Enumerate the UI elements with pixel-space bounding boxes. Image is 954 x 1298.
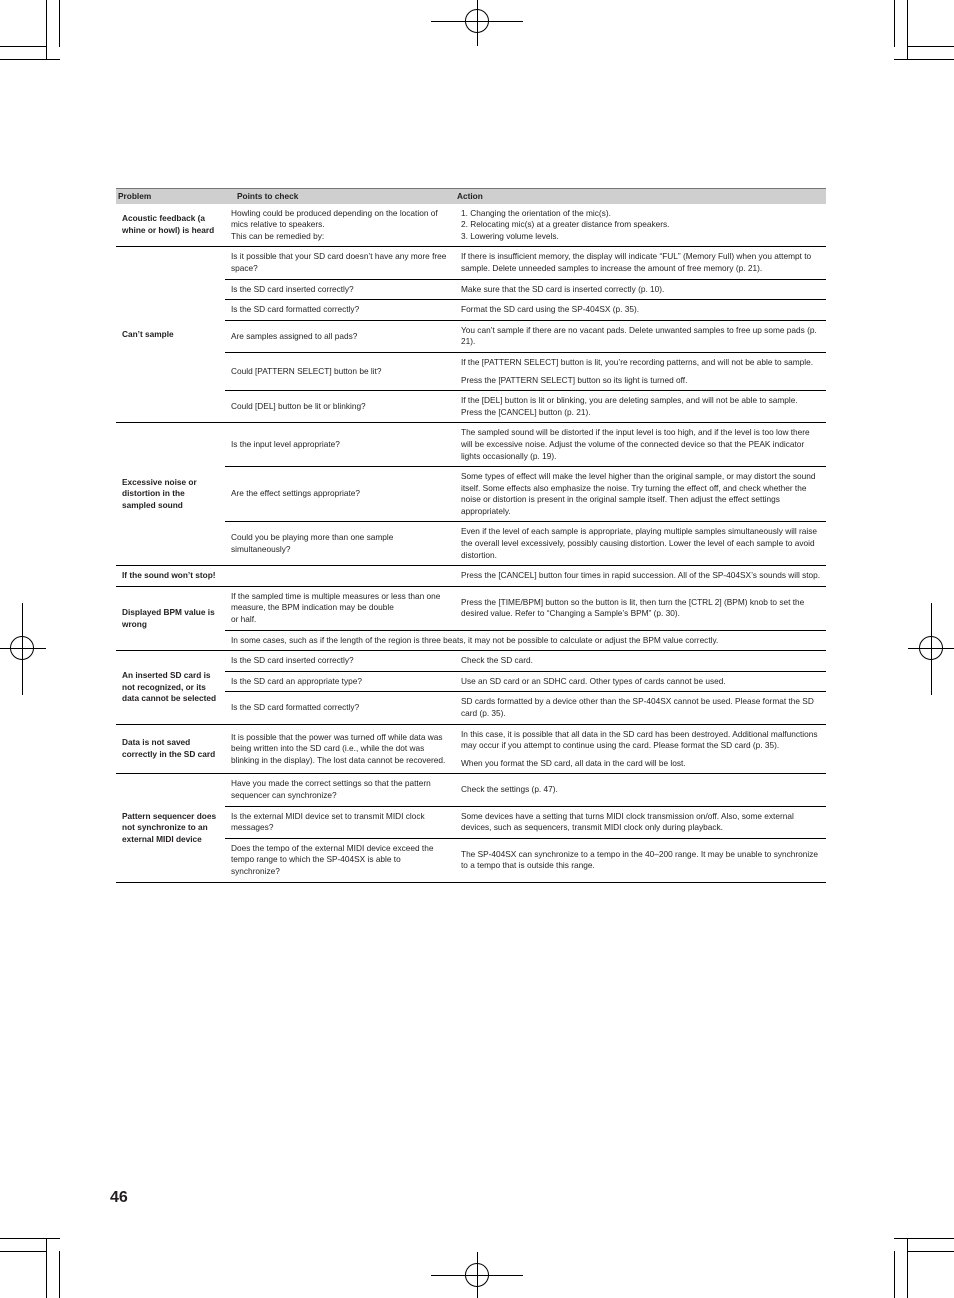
problem-cell: Excessive noise or distortion in the sampled sound <box>116 423 225 566</box>
action-note: Press the [PATTERN SELECT] button so its light is turned off. <box>461 374 688 385</box>
action-text: Check the SD card. <box>461 655 533 666</box>
action-cell <box>455 204 826 247</box>
check-cell <box>225 838 455 882</box>
check-text: Is the SD card an appropriate type? <box>231 675 362 686</box>
action-text: Check the settings (p. 47). <box>461 784 558 795</box>
action-text: The SP-404SX can synchronize to a tempo in the 40–200 range. It may be unable to synchronize to a tempo that is outside this range. <box>461 848 818 871</box>
action-text: 3. Lowering volume levels. <box>461 230 559 241</box>
action-cell <box>455 247 826 279</box>
action-cell <box>455 651 826 672</box>
table-row <box>116 204 826 247</box>
action-text: 1. Changing the orientation of the mic(s). <box>461 207 611 218</box>
action-cell <box>455 352 826 390</box>
check-cell <box>225 391 455 423</box>
action-cell <box>455 467 826 522</box>
table-row <box>116 566 826 587</box>
check-cell <box>225 467 455 522</box>
problem-cell: Acoustic feedback (a whine or howl) is heard <box>116 204 225 247</box>
table-row <box>116 724 826 774</box>
action-text: Press the [CANCEL] button four times in rapid succession. All of the SP-404SX’s sounds will stop. <box>461 570 821 581</box>
check-cell <box>225 774 455 806</box>
note-cell: In some cases, such as if the length of the region is three beats, it may not be possible to calculate or adjust the BPM value correctly. <box>225 630 826 651</box>
table-row <box>116 247 826 279</box>
check-text: Is the SD card inserted correctly? <box>231 283 354 294</box>
check-cell <box>225 279 455 300</box>
action-cell <box>455 724 826 774</box>
table-row <box>116 423 826 467</box>
check-text: Are samples assigned to all pads? <box>231 330 358 341</box>
check-text: Could [PATTERN SELECT] button be lit? <box>231 365 382 376</box>
check-text: Is the SD card formatted correctly? <box>231 702 360 713</box>
action-cell <box>455 320 826 352</box>
action-cell <box>455 806 826 838</box>
check-text: Is the input level appropriate? <box>231 438 340 449</box>
check-text: Are the effect settings appropriate? <box>231 488 360 499</box>
action-cell <box>455 586 826 630</box>
action-text: If the [DEL] button is lit or blinking, you are deleting samples, and will not be able to sample. Press the [CANCEL] button (p. 21). <box>461 395 798 417</box>
check-cell <box>225 320 455 352</box>
action-text: The sampled sound will be distorted if the input level is too high, and if the level is too low there will be excessive noise. Adjust the volume of the connected device so that the PEAK indicator lights occasionally (p. 19). <box>461 427 810 461</box>
check-cell <box>225 423 455 467</box>
action-text: In this case, it is possible that all data in the SD card has been destroyed. Additional malfunctions may occur if you attempt to continue using the card. Please format the SD card (p. 35). <box>461 728 818 751</box>
action-cell <box>455 423 826 467</box>
check-cell <box>225 566 455 587</box>
check-cell <box>225 522 455 566</box>
check-text: This can be remedied by: <box>231 230 325 241</box>
table-row <box>116 774 826 806</box>
problem-cell: Data is not saved correctly in the SD card <box>116 724 225 774</box>
action-cell <box>455 279 826 300</box>
action-cell <box>455 838 826 882</box>
check-cell <box>225 352 455 390</box>
problem-cell: Displayed BPM value is wrong <box>116 586 225 650</box>
action-text: 2. Relocating mic(s) at a greater distance from speakers. <box>461 219 670 230</box>
check-text: Is the external MIDI device set to transmit MIDI clock messages? <box>231 810 425 833</box>
action-text: Some devices have a setting that turns MIDI clock transmission on/off. Also, some external devices, such as sequencers, transmit MIDI clock only during playback. <box>461 810 794 833</box>
action-cell <box>455 671 826 692</box>
action-text: Even if the level of each sample is appropriate, playing multiple samples simultaneously will raise the overall level excessively, possibly causing distortion. Lower the level of each sample to avoid distortion. <box>461 526 818 560</box>
table-row <box>116 586 826 630</box>
check-text: Is the SD card formatted correctly? <box>231 304 360 315</box>
table-header-row <box>116 189 826 204</box>
check-text: Is the SD card inserted correctly? <box>231 655 354 666</box>
check-cell <box>225 300 455 321</box>
header-points-to-check: Points to check <box>225 189 455 204</box>
check-cell <box>225 247 455 279</box>
header-action: Action <box>455 189 826 204</box>
action-cell <box>455 391 826 423</box>
page-number: 46 <box>110 1189 128 1206</box>
action-text: Use an SD card or an SDHC card. Other types of cards cannot be used. <box>461 675 726 686</box>
check-text: Have you made the correct settings so that the pattern sequencer can synchronize? <box>231 778 431 800</box>
check-text: Does the tempo of the external MIDI device exceed the tempo range to which the SP-404SX is able to synchronize? <box>231 842 434 876</box>
check-cell <box>225 651 455 672</box>
check-cell <box>225 806 455 838</box>
problem-cell: Pattern sequencer does not synchronize to an external MIDI device <box>116 774 225 882</box>
check-text: Is it possible that your SD card doesn’t have any more free space? <box>231 251 447 273</box>
check-cell <box>225 724 455 774</box>
action-cell <box>455 300 826 321</box>
check-text: If the sampled time is multiple measures or less than one measure, the BPM indication may be double <box>231 590 441 613</box>
action-text: If the [PATTERN SELECT] button is lit, you’re recording patterns, and will not be able to sample. <box>461 356 814 367</box>
action-note: When you format the SD card, all data in the card will be lost. <box>461 757 686 768</box>
check-text: or half. <box>231 614 257 625</box>
header-problem: Problem <box>116 189 225 204</box>
action-text: If there is insufficient memory, the display will indicate “FUL” (Memory Full) when you attempt to sample. Delete unneeded samples to increase the amount of free memory (p. 21). <box>461 251 812 273</box>
problem-cell: An inserted SD card is not recognized, or its data cannot be selected <box>116 651 225 724</box>
check-cell <box>225 586 455 630</box>
action-text: Press the [TIME/BPM] button so the button is lit, then turn the [CTRL 2] (BPM) knob to set the desired value. Refer to “Changing a Sample’s BPM” (p. 30). <box>461 596 805 619</box>
table-row <box>116 651 826 672</box>
problem-cell: Can’t sample <box>116 247 225 423</box>
action-text: Format the SD card using the SP-404SX (p. 35). <box>461 304 640 315</box>
check-text: Howling could be produced depending on the location of mics relative to speakers. <box>231 207 438 230</box>
check-text: Could you be playing more than one sample simultaneously? <box>231 532 394 554</box>
action-text: SD cards formatted by a device other than the SP-404SX cannot be used. Please format the SD card (p. 35). <box>461 696 814 718</box>
check-text: Could [DEL] button be lit or blinking? <box>231 400 366 411</box>
action-text: Make sure that the SD card is inserted correctly (p. 10). <box>461 283 665 294</box>
problem-cell: If the sound won’t stop! <box>116 566 225 587</box>
check-text: It is possible that the power was turned off while data was being written into the SD card (i.e., while the dot was blinking in the display). The lost data cannot be recovered. <box>231 731 446 765</box>
action-text: You can’t sample if there are no vacant pads. Delete unwanted samples to free up some pads (p. 21). <box>461 324 817 347</box>
action-cell <box>455 774 826 806</box>
check-cell <box>225 671 455 692</box>
action-cell <box>455 522 826 566</box>
check-cell <box>225 692 455 724</box>
action-cell <box>455 692 826 724</box>
troubleshooting-table <box>116 188 826 883</box>
check-cell <box>225 204 455 247</box>
action-text: Some types of effect will make the level higher than the original sample, or may distort the sound itself. Some effects also emphasize the noise. Try turning the effect off, and check whether the noise or distortion is present in the original sample itself. Then adjust the effect settings appropriately. <box>461 471 816 516</box>
action-cell <box>455 566 826 587</box>
